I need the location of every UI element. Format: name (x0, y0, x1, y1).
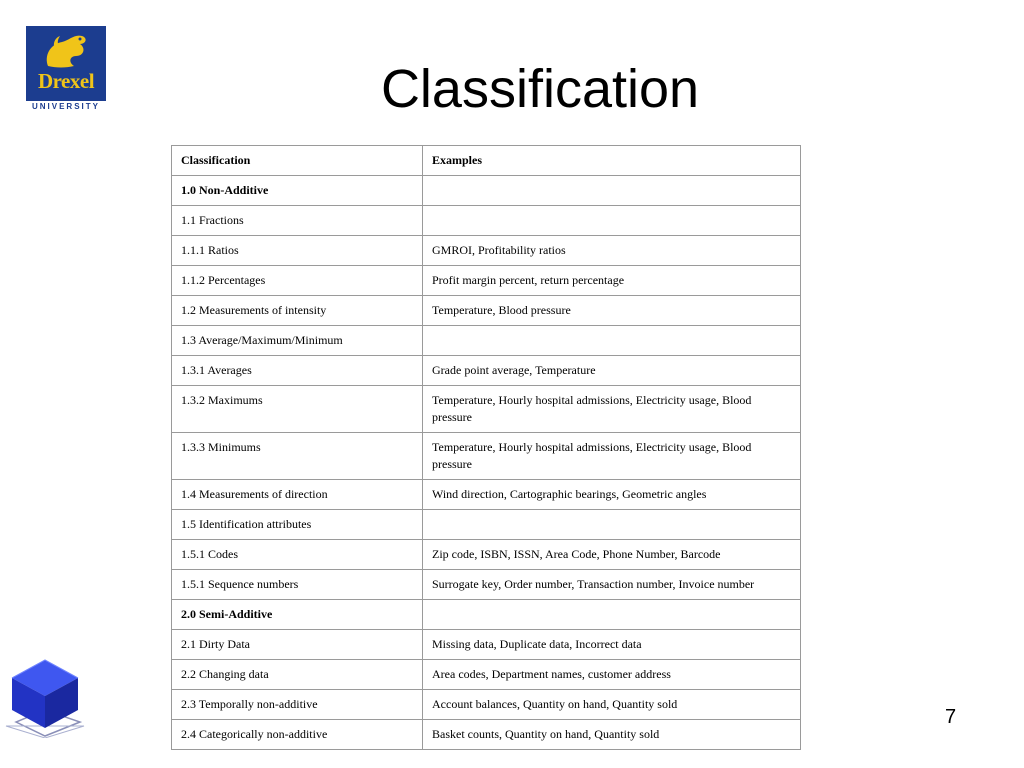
examples-cell: Account balances, Quantity on hand, Quantity sold (423, 690, 801, 720)
table-row (172, 206, 801, 236)
classification-cell: 1.2 Measurements of intensity (172, 296, 423, 326)
examples-cell: Temperature, Hourly hospital admissions, Electricity usage, Blood pressure (423, 433, 801, 480)
table-row (172, 326, 801, 356)
table-header-row (172, 146, 801, 176)
examples-cell: Surrogate key, Order number, Transaction number, Invoice number (423, 570, 801, 600)
classification-cell: 1.3.3 Minimums (172, 433, 423, 480)
table-row (172, 510, 801, 540)
table-row (172, 690, 801, 720)
column-header-classification: Classification (172, 146, 423, 176)
classification-cell: 1.3.2 Maximums (172, 386, 423, 433)
table-row (172, 570, 801, 600)
classification-cell: 1.0 Non-Additive (172, 176, 423, 206)
table-row (172, 480, 801, 510)
classification-cell: 2.1 Dirty Data (172, 630, 423, 660)
page-number: 7 (945, 706, 957, 728)
table-row (172, 660, 801, 690)
classification-cell: 1.3 Average/Maximum/Minimum (172, 326, 423, 356)
examples-cell: Profit margin percent, return percentage (423, 266, 801, 296)
drexel-logo (26, 26, 106, 112)
classification-table (171, 145, 801, 750)
table-row (172, 176, 801, 206)
classification-cell: 1.4 Measurements of direction (172, 480, 423, 510)
table-row (172, 236, 801, 266)
examples-cell (423, 600, 801, 630)
classification-cell: 2.4 Categorically non-additive (172, 720, 423, 750)
classification-cell: 1.3.1 Averages (172, 356, 423, 386)
examples-cell: Basket counts, Quantity on hand, Quantity sold (423, 720, 801, 750)
classification-cell: 1.5.1 Codes (172, 540, 423, 570)
table-row (172, 356, 801, 386)
table-row (172, 266, 801, 296)
logo-badge (26, 26, 106, 101)
slide-title: Classification (380, 59, 700, 119)
examples-cell: GMROI, Profitability ratios (423, 236, 801, 266)
logo-word: Drexel (37, 69, 95, 93)
classification-cell: 1.1 Fractions (172, 206, 423, 236)
examples-cell: Zip code, ISBN, ISSN, Area Code, Phone Number, Barcode (423, 540, 801, 570)
column-header-examples: Examples (423, 146, 801, 176)
table-row (172, 540, 801, 570)
blue-cube-icon (4, 656, 86, 738)
table-row (172, 630, 801, 660)
logo-subtitle: UNIVERSITY (31, 102, 100, 111)
classification-cell: 1.1.2 Percentages (172, 266, 423, 296)
table-body (172, 176, 801, 750)
examples-cell: Wind direction, Cartographic bearings, Geometric angles (423, 480, 801, 510)
examples-cell: Grade point average, Temperature (423, 356, 801, 386)
classification-cell: 1.5.1 Sequence numbers (172, 570, 423, 600)
table-row (172, 600, 801, 630)
table-row (172, 386, 801, 433)
examples-cell (423, 326, 801, 356)
table-row (172, 296, 801, 326)
table-row (172, 720, 801, 750)
examples-cell (423, 176, 801, 206)
classification-cell: 2.3 Temporally non-additive (172, 690, 423, 720)
examples-cell (423, 510, 801, 540)
classification-cell: 1.1.1 Ratios (172, 236, 423, 266)
examples-cell: Temperature, Blood pressure (423, 296, 801, 326)
examples-cell: Area codes, Department names, customer address (423, 660, 801, 690)
examples-cell: Temperature, Hourly hospital admissions, Electricity usage, Blood pressure (423, 386, 801, 433)
classification-cell: 1.5 Identification attributes (172, 510, 423, 540)
classification-cell: 2.2 Changing data (172, 660, 423, 690)
examples-cell (423, 206, 801, 236)
classification-cell: 2.0 Semi-Additive (172, 600, 423, 630)
table-row (172, 433, 801, 480)
examples-cell: Missing data, Duplicate data, Incorrect data (423, 630, 801, 660)
